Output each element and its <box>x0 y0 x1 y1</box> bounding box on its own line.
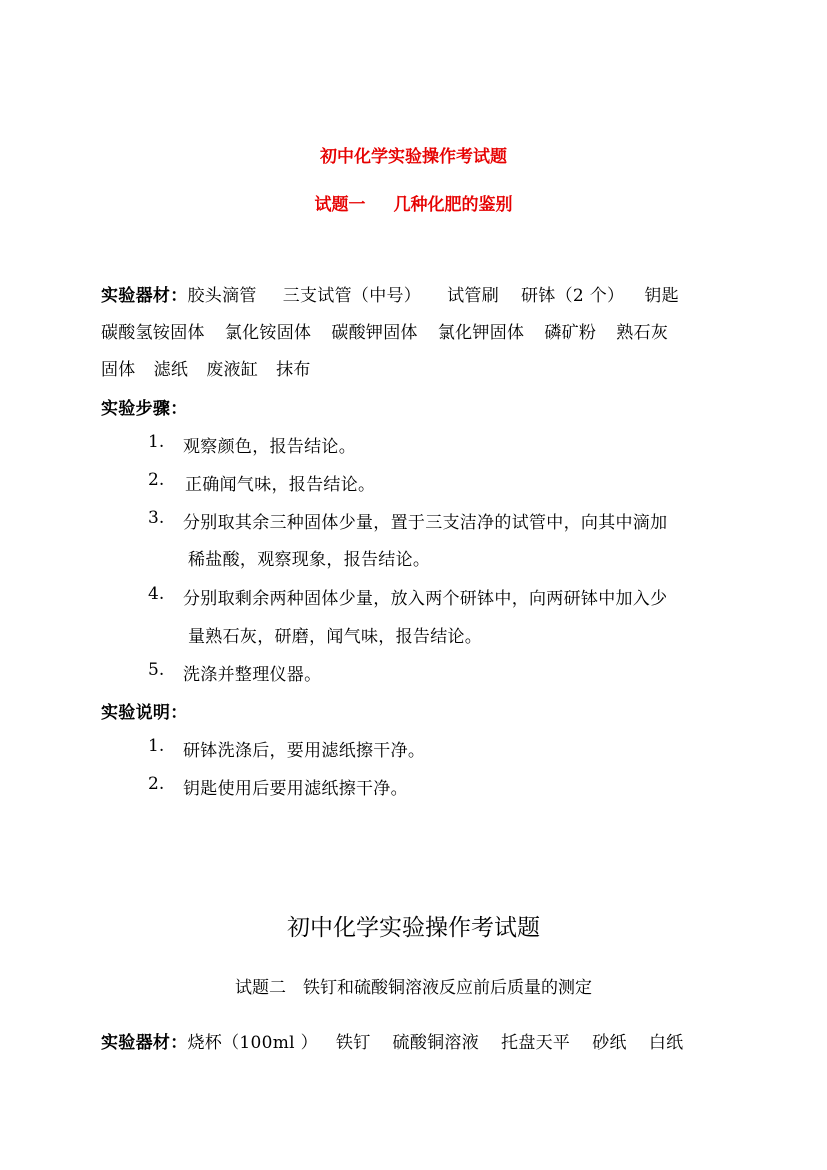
section1-subtitle-number: 试题一 <box>314 195 366 215</box>
step-text-continued: 稀盐酸，观察现象，报告结论。 <box>188 550 431 570</box>
step-text: 洗涤并整理仪器。 <box>183 665 322 685</box>
step-text: 分别取剩余两种固体少量，放入两个研钵中，向两研钵中加入少 <box>183 589 668 609</box>
equipment-item: 硫酸铜溶液 <box>392 1033 480 1053</box>
note-text: 钥匙使用后要用滤纸擦干净。 <box>183 779 408 799</box>
section2-subtitle: 试题二 铁钉和硫酸铜溶液反应前后质量的测定 <box>235 978 592 998</box>
equipment-item: 钥匙 <box>644 286 679 306</box>
note-number: 1. <box>148 736 165 756</box>
equipment-item: 废液缸 <box>206 360 259 380</box>
note-number: 2. <box>148 774 165 794</box>
equipment-item: 烧杯（100ml ） <box>187 1033 318 1053</box>
equipment-item: 砂纸 <box>592 1033 627 1053</box>
note-text: 研钵洗涤后，要用滤纸擦干净。 <box>183 741 426 761</box>
section2-title: 初中化学实验操作考试题 <box>287 915 540 941</box>
equipment-item: 碳酸氢铵固体 <box>101 323 205 343</box>
equipment-label: 实验器材： <box>101 286 188 306</box>
equipment-item: 试管刷 <box>447 286 500 306</box>
step-text: 分别取其余三种固体少量，置于三支洁净的试管中，向其中滴加 <box>183 513 668 533</box>
notes-label: 实验说明： <box>101 703 188 723</box>
step-number: 4. <box>148 584 165 604</box>
steps-label: 实验步骤： <box>101 399 188 419</box>
equipment-item: 碳酸钾固体 <box>331 323 418 343</box>
equipment-label: 实验器材： <box>101 1033 188 1053</box>
equipment-item: 胶头滴管 <box>187 286 257 306</box>
equipment-item: 氯化钾固体 <box>437 323 525 343</box>
step-number: 3. <box>148 508 165 528</box>
section1-subtitle-text: 几种化肥的鉴别 <box>393 195 513 215</box>
step-text: 正确闻气味，报告结论。 <box>185 475 376 495</box>
equipment-item: 研钵（2 个） <box>521 286 625 306</box>
section1-equipment-line1 <box>101 281 679 306</box>
equipment-item: 氯化铵固体 <box>224 323 312 343</box>
step-text: 观察颜色，报告结论。 <box>183 437 356 457</box>
equipment-item: 滤纸 <box>153 360 189 380</box>
section1-subtitle <box>0 190 827 215</box>
step-text-continued: 量熟石灰，研磨，闻气味，报告结论。 <box>188 627 483 647</box>
equipment-item: 托盘天平 <box>501 1033 571 1053</box>
section1-title: 初中化学实验操作考试题 <box>320 147 507 167</box>
section1-equipment-line2 <box>101 318 668 343</box>
equipment-item: 磷矿粉 <box>544 323 597 343</box>
equipment-item: 白纸 <box>648 1033 684 1053</box>
equipment-item: 固体 <box>101 360 136 380</box>
equipment-item: 抹布 <box>276 360 311 380</box>
section1-equipment-line3 <box>101 355 311 380</box>
step-number: 1. <box>148 432 165 452</box>
step-number: 2. <box>148 470 165 490</box>
section2-equipment-line <box>101 1028 683 1053</box>
equipment-item: 三支试管（中号） <box>282 286 422 306</box>
equipment-item: 熟石灰 <box>616 323 669 343</box>
equipment-item: 铁钉 <box>335 1033 371 1053</box>
step-number: 5. <box>148 660 165 680</box>
